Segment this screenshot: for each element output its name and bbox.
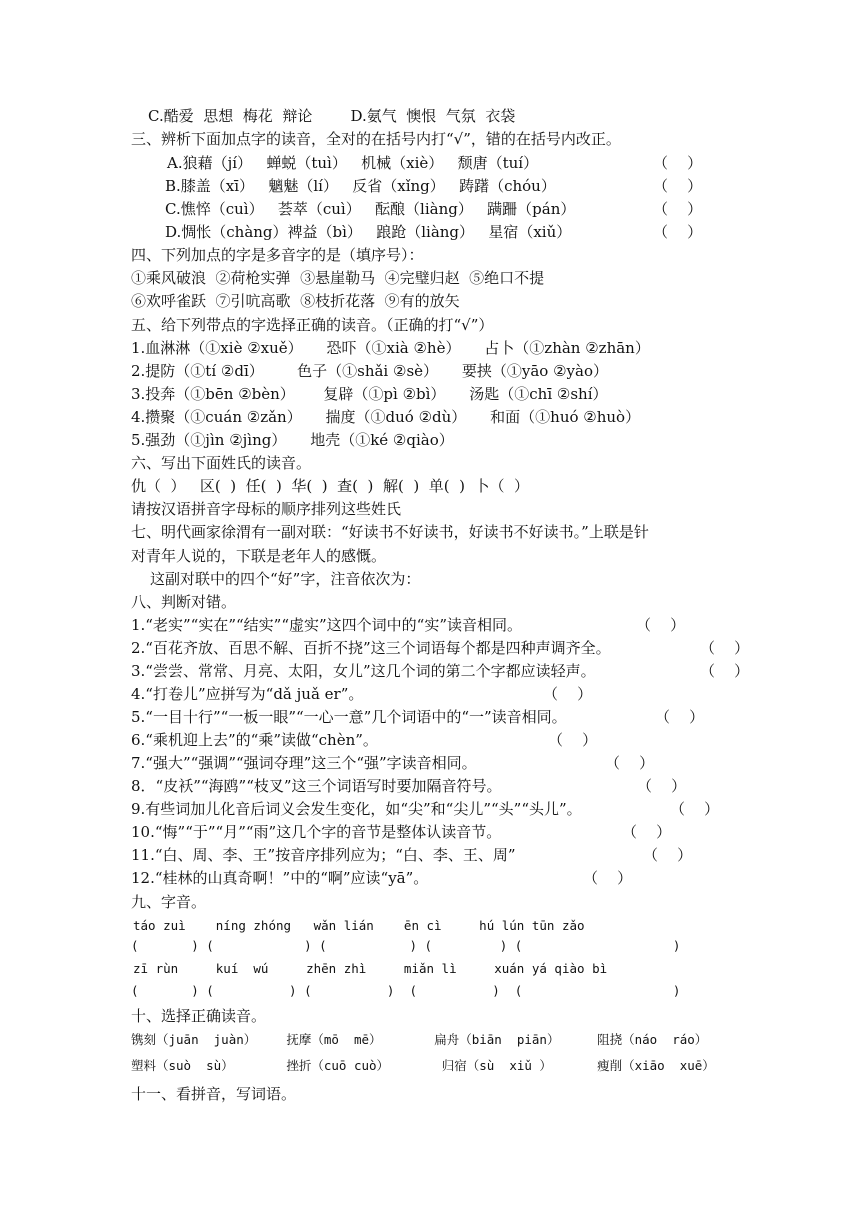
section-3-item-b — [0, 175, 860, 197]
answer-brackets-row-2[interactable]: ( ) ( ) ( ) ( ) ( ) — [131, 983, 681, 998]
section-5-heading: 五、给下列带点的字选择正确的读音。（正确的打“√”） — [131, 316, 494, 334]
section-7-heading-line-1: 七、明代画家徐渭有一副对联：“好读书不好读书，好读书不好读书。”上联是针 — [131, 523, 649, 541]
judgement-text: 11.“白、周、李、王”按音序排列应为；“白、李、王、周” — [131, 846, 516, 864]
section-6-heading: 六、写出下面姓氏的读音。 — [131, 454, 312, 472]
section-4-heading: 四、下列加点的字是多音字的是（填序号）： — [131, 246, 424, 264]
judgement-item-10 — [0, 821, 860, 843]
section-5-item-2: 2.提防（①tí ②dī） 色子（①shǎi ②sè） 要挟（①yāo ②yào） — [131, 362, 608, 380]
section-11-heading: 十一、看拼音，写词语。 — [131, 1085, 297, 1103]
pinyin-row-1: táo zuì níng zhóng wǎn lián ēn cì hú lún tūn zǎo — [133, 918, 585, 933]
section-4-options-row-2: ⑥欢呼雀跃 ⑦引吭高歌 ⑧枝折花落 ⑨有的放矢 — [131, 292, 460, 310]
pinyin-row-2: zī rùn kuí wú zhēn zhì miǎn lì xuán yá qiào bì — [133, 961, 608, 976]
answer-blank[interactable]: （ ） — [653, 223, 703, 241]
judgement-item-2 — [0, 637, 860, 659]
answer-blank[interactable]: （ ） — [643, 846, 693, 864]
judgement-text: 4.“打卷儿”应拼写为“dǎ juǎ er”。 — [131, 685, 364, 703]
judgement-item-1 — [0, 614, 860, 636]
section-3-item-c — [0, 198, 860, 220]
judgement-item-12 — [0, 867, 860, 889]
answer-blank[interactable]: （ ） — [583, 869, 633, 887]
judgement-text: 1.“老实”“实在”“结实”“虚实”这四个词中的“实”读音相同。 — [131, 616, 522, 634]
section-6-instruction: 请按汉语拼音字母标的顺序排列这些姓氏 — [131, 500, 402, 518]
section-3-heading: 三、辨析下面加点字的读音，全对的在括号内打“√”，错的在括号内改正。 — [131, 130, 621, 148]
section-3-item-a — [0, 152, 860, 174]
section-7-heading-line-2: 对青年人说的，下联是老年人的感慨。 — [131, 547, 387, 565]
answer-blank[interactable]: （ ） — [653, 177, 703, 195]
section-7-question: 这副对联中的四个“好”字，注音依次为： — [150, 570, 421, 588]
answer-brackets-row-1[interactable]: ( ) ( ) ( ) ( ) ( ) — [131, 938, 681, 953]
options-c-d-line: C.酷爱 思想 梅花 辩论 D.氨气 懊恨 气氛 衣袋 — [148, 107, 516, 125]
answer-blank[interactable]: （ ） — [653, 154, 703, 172]
answer-blank[interactable]: （ ） — [636, 616, 686, 634]
judgement-item-4 — [0, 683, 860, 705]
judgement-item-8 — [0, 775, 860, 797]
answer-blank[interactable]: （ ） — [637, 777, 687, 795]
judgement-item-9 — [0, 798, 860, 820]
answer-blank[interactable]: （ ） — [548, 731, 598, 749]
section-6-surnames: 仇（ ） 区( ) 任( ) 华( ) 查( ) 解( ) 单( ) 卜（ ） — [131, 477, 530, 495]
judgement-text: 12.“桂林的山真奇啊！”中的“啊”应读“yā”。 — [131, 869, 429, 887]
judgement-text: 8．“皮袄”“海鸥”“枝叉”这三个词语写时要加隔音符号。 — [131, 777, 502, 795]
judgement-item-7 — [0, 752, 860, 774]
item-text: D.惆怅（chàng）裨益（bì） 踉跄（liàng） 星宿（xiǔ） — [165, 223, 572, 241]
answer-blank[interactable]: （ ） — [605, 754, 655, 772]
judgement-text: 9.有些词加儿化音后词义会发生变化，如“尖”和“尖儿”“头”“头儿”。 — [131, 800, 582, 818]
section-9-heading: 九、字音。 — [131, 893, 207, 911]
section-3-item-d — [0, 221, 860, 243]
judgement-text: 3.“尝尝、常常、月亮、太阳，女儿”这几个词的第二个字都应读轻声。 — [131, 662, 596, 680]
judgement-text: 7.“强大”“强调”“强词夺理”这三个“强”字读音相同。 — [131, 754, 477, 772]
section-10-heading: 十、选择正确读音。 — [131, 1007, 267, 1025]
judgement-text: 2.“百花齐放、百思不解、百折不挠”这三个词语每个都是四种声调齐全。 — [131, 639, 611, 657]
section-5-item-4: 4.攒聚（①cuán ②zǎn） 揣度（①duó ②dù） 和面（①huó ②huò） — [131, 408, 641, 426]
answer-blank[interactable]: （ ） — [700, 639, 750, 657]
judgement-text: 5.“一目十行”“一板一眼”“一心一意”几个词语中的“一”读音相同。 — [131, 708, 567, 726]
judgement-item-3 — [0, 660, 860, 682]
judgement-item-5 — [0, 706, 860, 728]
item-text: A.狼藉（jí） 蝉蜕（tuì） 机械（xiè） 颓唐（tuí） — [167, 154, 539, 172]
section-5-item-3: 3.投奔（①bēn ②bèn） 复辟（①pì ②bì） 汤匙（①chī ②shí） — [131, 385, 608, 403]
answer-blank[interactable]: （ ） — [655, 708, 705, 726]
answer-blank[interactable]: （ ） — [670, 800, 720, 818]
answer-blank[interactable]: （ ） — [543, 685, 593, 703]
answer-blank[interactable]: （ ） — [622, 823, 672, 841]
judgement-item-6 — [0, 729, 860, 751]
item-text: B.膝盖（xī） 魑魅（lí） 反省（xǐng） 踌躇（chóu） — [165, 177, 556, 195]
section-8-heading: 八、判断对错。 — [131, 593, 237, 611]
section-10-row-2: 塑料（suò sù） 挫折（cuō cuò） 归宿（sù xiǔ ） 瘦削（xiāo xuē） — [131, 1058, 715, 1073]
judgement-item-11 — [0, 844, 860, 866]
section-4-options-row-1: ①乘风破浪 ②荷枪实弹 ③悬崖勒马 ④完璧归赵 ⑤绝口不提 — [131, 269, 545, 287]
section-10-row-1: 镌刻（juān juàn） 抚摩（mō mē） 扁舟（biān piān） 阻挠（náo ráo） — [131, 1032, 708, 1047]
answer-blank[interactable]: （ ） — [700, 662, 750, 680]
judgement-text: 10.“悔”“于”“月”“雨”这几个字的音节是整体认读音节。 — [131, 823, 502, 841]
answer-blank[interactable]: （ ） — [653, 200, 703, 218]
item-text: C.憔悴（cuì） 荟萃（cuì） 酝酿（liàng） 蹒跚（pán） — [165, 200, 576, 218]
section-5-item-1: 1.血淋淋（①xiè ②xuě） 恐吓（①xià ②hè） 占卜（①zhàn ②zhān） — [131, 339, 650, 357]
judgement-text: 6.“乘机迎上去”的“乘”读做“chèn”。 — [131, 731, 378, 749]
section-5-item-5: 5.强劲（①jìn ②jìng） 地壳（①ké ②qiào） — [131, 431, 454, 449]
